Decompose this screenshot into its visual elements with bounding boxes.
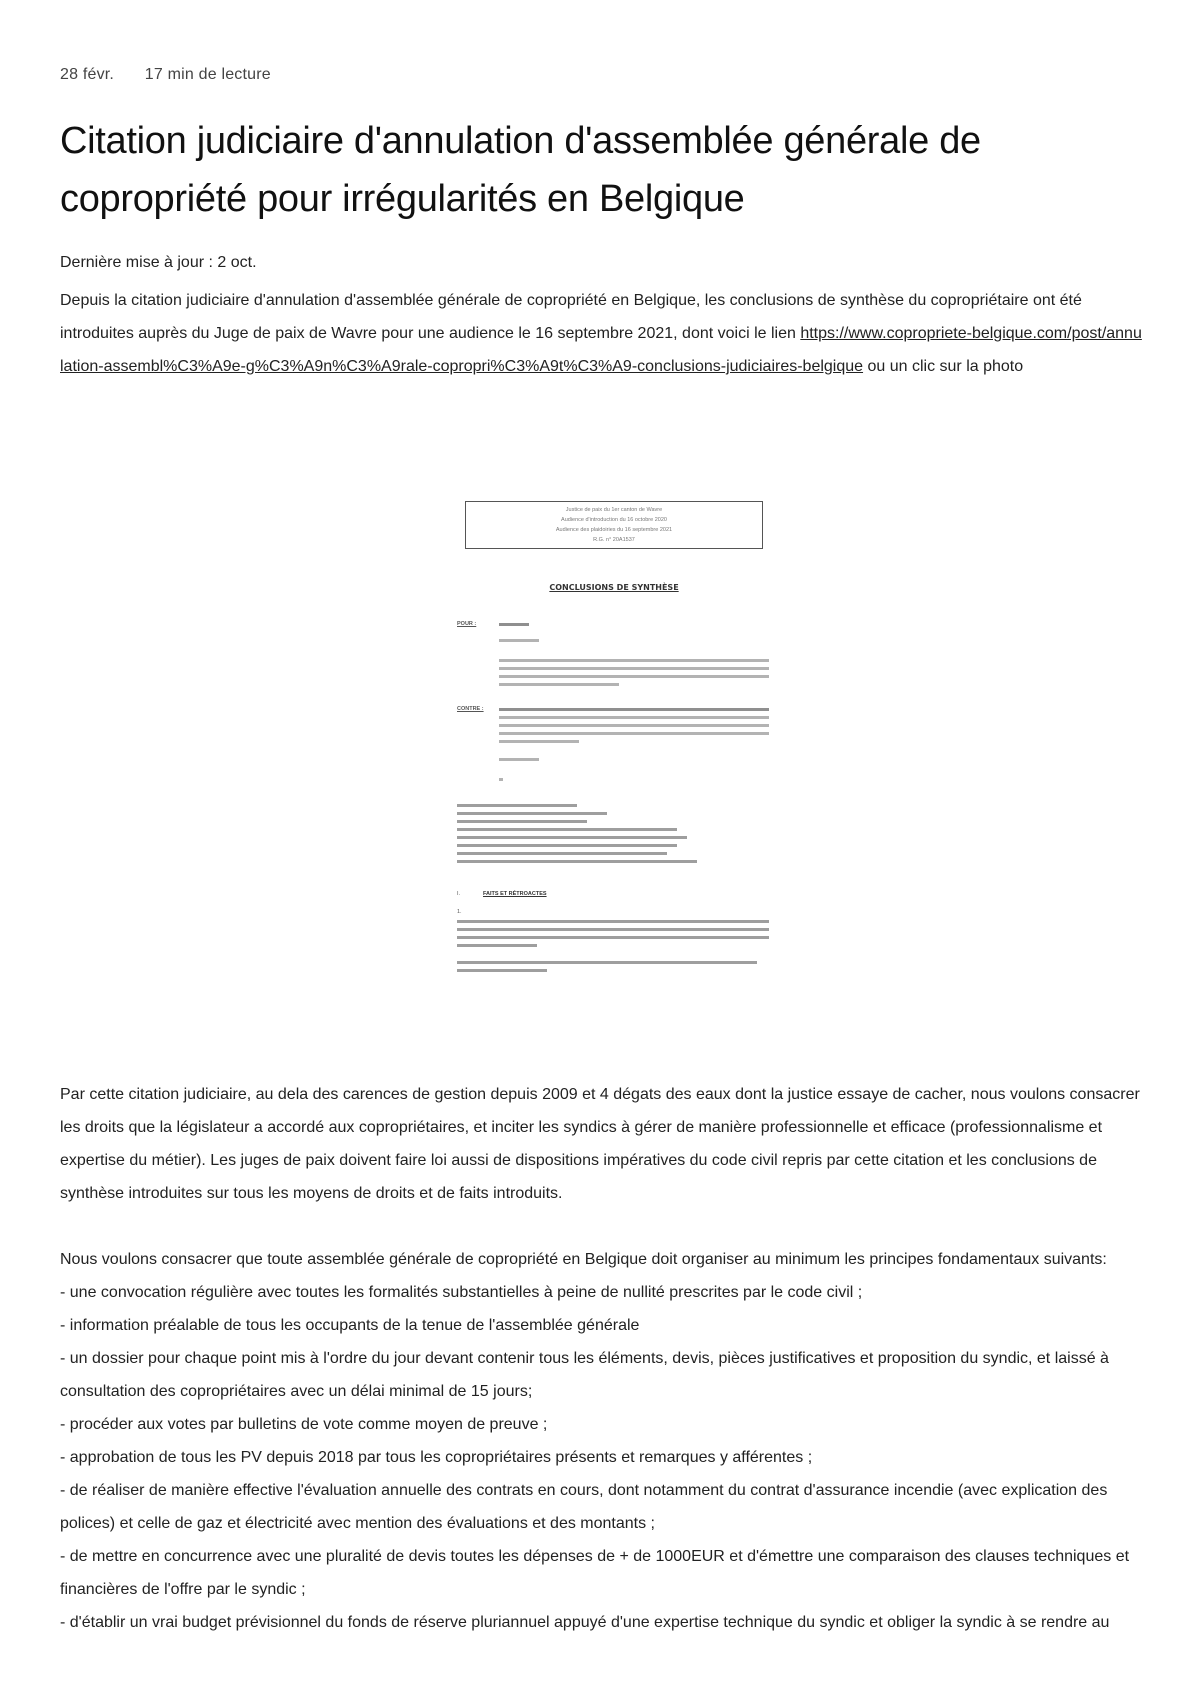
- text-line: [499, 758, 539, 761]
- text-line: [457, 828, 677, 831]
- text-line: [457, 812, 607, 815]
- text-line: [499, 716, 769, 719]
- principles-list: [60, 1276, 1145, 1639]
- list-item: - de mettre en concurrence avec une pluralité de devis toutes les dépenses de + de 1000EUR et d'émettre une comparaison des clauses techniques et financières de l'offre par le syndic ;: [60, 1548, 1130, 1598]
- read-time: 17 min de lecture: [144, 66, 271, 83]
- text-line: [499, 659, 769, 662]
- text-line: [499, 724, 769, 727]
- text-line: [457, 920, 769, 923]
- text-line: [499, 778, 503, 781]
- text-line: [499, 708, 769, 711]
- list-item: - de réaliser de manière effective l'évaluation annuelle des contrats en cours, dont notamment du contrat d'assurance incendie (avec explication des polices) et celle de gaz et électricité avec mention des évaluations et des montants ;: [60, 1482, 1108, 1532]
- text-line: [457, 820, 587, 823]
- text-line: [457, 928, 769, 931]
- paragraph-goals: Par cette citation judiciaire, au dela des carences de gestion depuis 2009 et 4 dégats des eaux dont la justice essaye de cacher, nous voulons consacrer les droits que la législateur a accordé aux copropriétaires, et inciter les syndics à gérer de manière professionnelle et efficace (professionnalisme et expertise du métier). Les juges de paix doivent faire loi aussi de dispositions impératives du code civil repris par cette citation et les conclusions de synthèse introduites sur tous les moyens de droits et de faits introduits.: [60, 1086, 1140, 1202]
- principles-intro: Nous voulons consacrer que toute assemblée générale de copropriété en Belgique doit organiser au minimum les principes fondamentaux suivants:: [60, 1251, 1107, 1268]
- contre-label: CONTRE :: [457, 706, 484, 712]
- text-line: [457, 961, 757, 964]
- list-item: - une convocation régulière avec toutes les formalités substantielles à peine de nullité prescrites par le code civil ;: [60, 1284, 863, 1301]
- intro-paragraph: [60, 284, 1145, 383]
- text-line: [457, 860, 697, 863]
- post-date: 28 févr.: [60, 66, 115, 83]
- item-number: 1.: [457, 909, 462, 915]
- conclusions-link[interactable]: https://www.copropriete-belgique.com/post/annulation-assembl%C3%A9e-g%C3%A9n%C3%A9rale-copropri%C3%A9t%C3%A9-conclusions-judiciaires-belgique: [60, 325, 1142, 375]
- text-line: [457, 804, 577, 807]
- text-line: [499, 639, 539, 642]
- header-line: Audience des plaidoiries du 16 septembre 2021: [555, 527, 673, 533]
- post-meta: [60, 66, 297, 84]
- conclusions-document-photo[interactable]: [443, 484, 845, 1020]
- list-item: - information préalable de tous les occupants de la tenue de l'assemblée générale: [60, 1317, 640, 1334]
- text-line: [499, 675, 769, 678]
- header-line: Justice de paix du 1er canton de Wavre: [565, 507, 663, 513]
- page-title: Citation judiciaire d'annulation d'assemblée générale de copropriété pour irrégularités en Belgique: [60, 120, 981, 220]
- list-item: - approbation de tous les PV depuis 2018 par tous les copropriétaires présents et remarques y afférentes ;: [60, 1449, 813, 1466]
- text-line: [457, 844, 677, 847]
- list-item: - un dossier pour chaque point mis à l'ordre du jour devant contenir tous les éléments, devis, pièces justificatives et proposition du syndic, et laissé à consultation des copropriétaires avec un délai minimal de 15 jours;: [60, 1350, 1109, 1400]
- list-item: - d'établir un vrai budget prévisionnel du fonds de réserve pluriannuel appuyé d'une expertise technique du syndic et obliger la syndic à se rendre au: [60, 1614, 1110, 1631]
- text-line: [499, 667, 769, 670]
- text-line: [457, 852, 667, 855]
- list-item: - procéder aux votes par bulletins de vote comme moyen de preuve ;: [60, 1416, 548, 1433]
- last-updated: Dernière mise à jour : 2 oct.: [60, 254, 257, 271]
- court-header-box: [465, 501, 763, 549]
- text-line: [457, 969, 547, 972]
- text-line: [499, 740, 579, 743]
- text-line: [457, 936, 769, 939]
- intro-text-after: ou un clic sur la photo: [863, 358, 1024, 375]
- text-line: [457, 944, 537, 947]
- text-line: [499, 623, 529, 626]
- pour-label: POUR :: [457, 621, 477, 627]
- section-number: I.: [457, 891, 461, 897]
- header-line: R.G. n° 20A1537: [593, 537, 635, 543]
- text-line: [499, 683, 619, 686]
- document-title: CONCLUSIONS DE SYNTHÈSE: [549, 583, 679, 592]
- text-line: [457, 836, 687, 839]
- text-line: [499, 732, 769, 735]
- header-line: Audience d'introduction du 16 octobre 2020: [561, 517, 667, 523]
- section-title: FAITS ET RÉTROACTES: [483, 891, 547, 897]
- intro-text: Depuis la citation judiciaire d'annulation d'assemblée générale de copropriété en Belgique, les conclusions de synthèse du copropriétaire ont été introduites auprès du Juge de paix de Wavre pour une audience le 16 septembre 2021, dont voici le lien: [60, 292, 1082, 342]
